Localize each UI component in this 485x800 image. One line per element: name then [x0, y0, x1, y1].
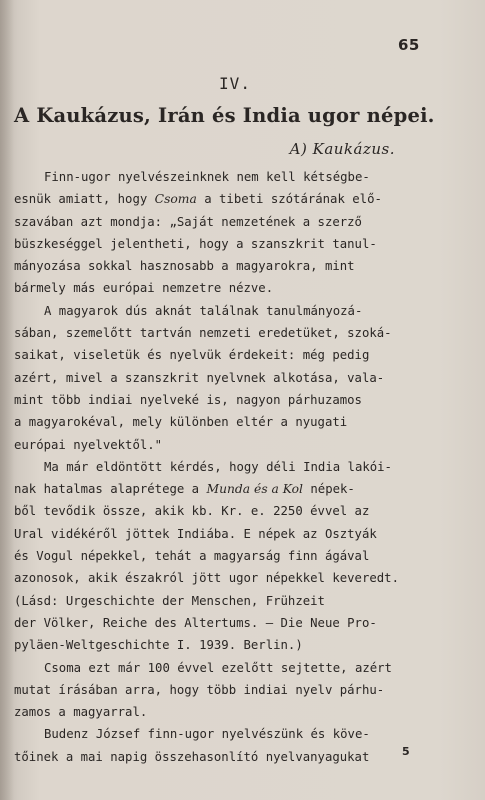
text-segment: népek- — [302, 482, 355, 497]
text-segment: szavában azt mondja: „Saját nemzetének a szerző — [14, 214, 362, 229]
text-line — [14, 344, 430, 366]
chapter-number: IV. — [219, 74, 251, 93]
text-segment: azonosok, akik északról jött ugor népekkel keveredt. — [14, 571, 399, 586]
italic-text: Csoma — [154, 192, 197, 207]
chapter-title: A Kaukázus, Irán és India ugor népei. — [14, 104, 435, 127]
text-segment: pyläen-Weltgeschichte I. 1939. Berlin.) — [14, 638, 303, 653]
text-segment: tőinek a mai napig összehasonlító nyelvanyagukat — [14, 749, 370, 764]
text-line — [14, 746, 430, 768]
text-line — [14, 523, 430, 545]
text-segment: saikat, viseletük és nyelvük érdekeit: még pedig — [14, 348, 370, 363]
text-line — [14, 456, 430, 478]
text-line — [14, 277, 430, 299]
text-line — [14, 634, 430, 656]
text-segment: der Völker, Reiche des Altertums. — Die Neue Pro- — [14, 615, 377, 630]
text-line — [14, 657, 430, 679]
section-subtitle: A) Kaukázus. — [289, 140, 395, 158]
text-segment: és Vogul népekkel, tehát a magyarság finn ágával — [14, 549, 370, 564]
text-segment: európai nyelvektől." — [14, 437, 163, 452]
text-segment: mint több indiai nyelveké is, nagyon párhuzamos — [14, 392, 362, 407]
page-gutter-shadow — [0, 0, 14, 800]
text-line — [14, 255, 430, 277]
text-line — [14, 500, 430, 522]
text-line — [14, 612, 430, 634]
text-line — [14, 389, 430, 411]
text-segment: Budenz József finn-ugor nyelvészünk és köve- — [44, 727, 370, 742]
text-line — [14, 434, 430, 456]
text-segment: bármely más európai nemzetre nézve. — [14, 281, 274, 296]
text-line — [14, 679, 430, 701]
text-segment: A magyarok dús aknát találnak tanulmányozá- — [44, 303, 363, 318]
text-line — [14, 166, 430, 188]
text-segment: sában, szemelőtt tartván nemzeti eredetüket, szoká- — [14, 326, 392, 341]
text-segment: ből tevődik össze, akik kb. Kr. e. 2250 évvel az — [14, 504, 370, 519]
text-segment: mányozása sokkal hasznosabb a magyarokra, mint — [14, 259, 355, 274]
text-segment: (Lásd: Urgeschichte der Menschen, Frühzeit — [14, 593, 325, 608]
text-line — [14, 545, 430, 567]
text-segment: Finn-ugor nyelvészeinknek nem kell kétségbe- — [44, 170, 370, 184]
body-text — [14, 166, 430, 768]
text-segment: büszkeséggel jelentheti, hogy a szanszkrit tanul- — [14, 236, 377, 251]
text-line — [14, 590, 430, 612]
text-segment: azért, mivel a szanszkrit nyelvnek alkotása, vala- — [14, 370, 385, 385]
text-segment: Ural vidékéről jöttek Indiába. E népek az Osztyák — [14, 526, 377, 541]
text-line — [14, 367, 430, 389]
text-segment: a magyarokéval, mely különben eltér a nyugati — [14, 415, 348, 430]
text-line — [14, 478, 430, 500]
text-line — [14, 322, 430, 344]
text-segment: Ma már eldöntött kérdés, hogy déli India lakói- — [44, 459, 392, 474]
text-segment: a tibeti szótárának elő- — [196, 192, 382, 207]
text-segment: esnük amiatt, hogy — [14, 192, 155, 207]
text-line — [14, 188, 430, 210]
italic-text: Munda és a Kol — [206, 482, 303, 497]
text-line — [14, 411, 430, 433]
page-number: 65 — [398, 36, 420, 54]
text-line — [14, 701, 430, 723]
text-line — [14, 567, 430, 589]
text-line — [14, 723, 430, 745]
signature-number: 5 — [402, 745, 410, 758]
text-segment: Csoma ezt már 100 évvel ezelőtt sejtette, azért — [44, 660, 392, 675]
text-line — [14, 300, 430, 322]
text-line — [14, 211, 430, 233]
text-line — [14, 233, 430, 255]
text-segment: mutat írásában arra, hogy több indiai nyelv párhu- — [14, 682, 385, 697]
text-segment: nak hatalmas alaprétege a — [14, 482, 207, 497]
text-segment: zamos a magyarral. — [14, 705, 148, 720]
